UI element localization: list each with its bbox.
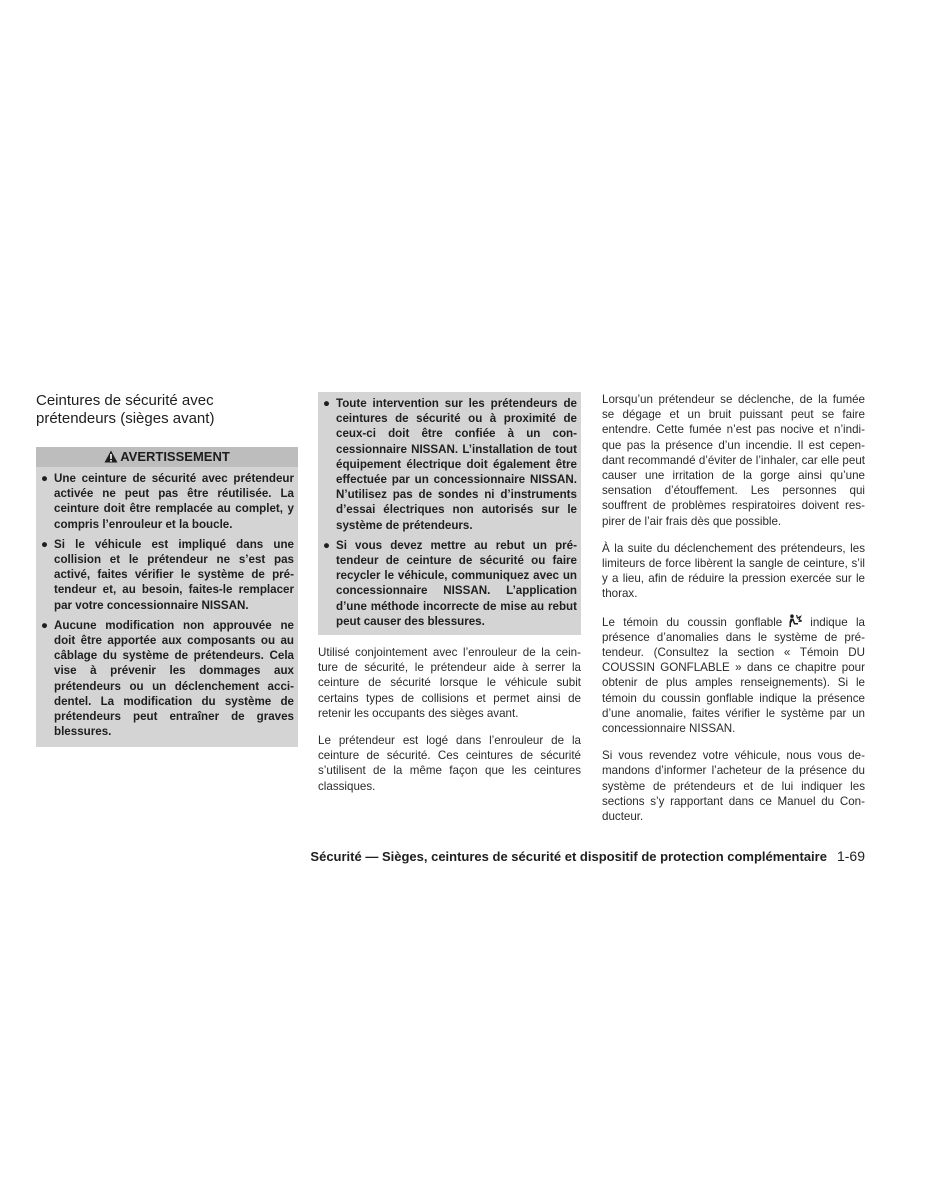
warning-item-text: Si vous devez mettre au rebut un prétendeur de ceinture de sécurité ou faire recycler le véhicule, communiquez avec un concessionnaire NISSAN. L’application d’une méthode incorrecte de mise au rebut peut causer des blessures. — [336, 538, 577, 628]
warning-title: AVERTISSEMENT — [120, 449, 230, 464]
bullet-icon: ● — [41, 537, 49, 551]
warning-item — [40, 471, 294, 532]
footer-chapter-title: Sécurité — Sièges, ceintures de sécurité et dispositif de protection complémentaire — [310, 849, 827, 864]
warning-box-continued — [318, 392, 581, 635]
bullet-icon: ● — [41, 472, 49, 485]
body-paragraph: Le prétendeur est logé dans l’enrouleur de la ceinture de sécurité. Ces ceintures de sécurité s’utilisent de la même façon que les ceintures classiques. — [318, 734, 581, 793]
bullet-icon: ● — [41, 618, 49, 632]
body-paragraph: Si vous revendez votre véhicule, nous vous demandons d’informer l’acheteur de la présence du système de prétendeurs et de lui indiquer les sections s’y rapportant dans ce Manuel du Conducteur. — [602, 749, 865, 824]
warning-item-text: Une ceinture de sécurité avec prétendeur activée ne peut pas être réutilisée. La ceinture doit être remplacée au complet, y compris l’enrouleur et la boucle. — [54, 472, 294, 531]
warning-item — [322, 396, 577, 533]
warning-item-text: Si le véhicule est impliqué dans une collision et le prétendeur ne s’est pas activé, faites vérifier le système de prétendeur et, au besoin, faites-le remplacer par votre concessionnaire NISSAN. — [54, 537, 294, 612]
section-title — [36, 392, 298, 428]
warning-header — [36, 447, 298, 467]
bullet-icon: ● — [323, 538, 331, 552]
body-paragraph: À la suite du déclenchement des prétendeurs, les limiteurs de force libèrent la sangle de ceinture, s’il y a lieu, afin de réduire la pression exercée sur le thorax. — [602, 541, 865, 601]
paragraph-text-after-icon: indique la présence d’anomalies dans le système de prétendeur. (Consultez la section « Témoin DU COUSSIN GONFLABLE » dans ce chapitre pour obtenir de plus amples renseignements). Si le témoin du coussin gonflable indique la présence d’une anomalie, faites vérifier le système par un concessionnaire NISSAN. — [602, 615, 865, 736]
warning-item — [322, 538, 577, 629]
column-middle — [318, 392, 581, 806]
warning-item — [40, 537, 294, 613]
body-paragraph: Lorsqu’un prétendeur se déclenche, de la fumée se dégage et un bruit puissant peut se faire entendre. Cette fumée n’est pas nocive et n’indique pas la présence d’un incendie. Il est cependant recommandé d’éviter de l’inhaler, car elle peut causer une irritation de la gorge ainsi qu’une sensation d’étouffement. Les personnes qui souffrent de problèmes respiratoires doivent respirer de l’air frais dès que possible. — [602, 393, 865, 528]
paragraph-text-before-icon: Le témoin du coussin gonflable — [602, 615, 783, 629]
section-title-line-2: prétendeurs (sièges avant) — [36, 410, 215, 427]
warning-item-text: Toute intervention sur les prétendeurs de ceintures de sécurité ou à proximité de ceux-ci doit être confiée à un concessionnaire NISSAN. L’installation de tout équipement électrique doit également être effectuée par un concessionnaire NISSAN. N’utilisez pas de sondes ni d’instruments d’essai électriques non autorisés sur le système de prétendeurs. — [336, 397, 577, 532]
column-left — [36, 392, 298, 747]
body-paragraph-with-icon — [602, 614, 865, 737]
section-title-line-1: Ceintures de sécurité avec — [36, 392, 214, 409]
bullet-icon: ● — [323, 397, 331, 410]
airbag-warning-icon — [788, 614, 802, 628]
page-number: 1-69 — [836, 848, 865, 864]
body-paragraph: Utilisé conjointement avec l’enrouleur de la ceinture de sécurité, le prétendeur aide à serrer la ceinture de sécurité lorsque le véhicule subit certains types de collisions et permet ainsi de retenir les occupants des sièges avant. — [318, 646, 581, 720]
warning-list-continued — [322, 396, 577, 629]
column-right — [602, 392, 865, 836]
page-footer — [0, 848, 865, 864]
warning-item — [40, 618, 294, 740]
warning-list — [40, 471, 294, 739]
warning-box — [36, 447, 298, 747]
warning-item-text: Aucune modification non approuvée ne doit être apportée aux composants ou au câblage du système de prétendeurs. Cela vise à prévenir les dommages aux prétendeurs ou un déclenchement accidentel. La modification du système de prétendeurs peut entraîner de graves blessures. — [54, 618, 294, 739]
warning-triangle-icon — [104, 449, 118, 469]
